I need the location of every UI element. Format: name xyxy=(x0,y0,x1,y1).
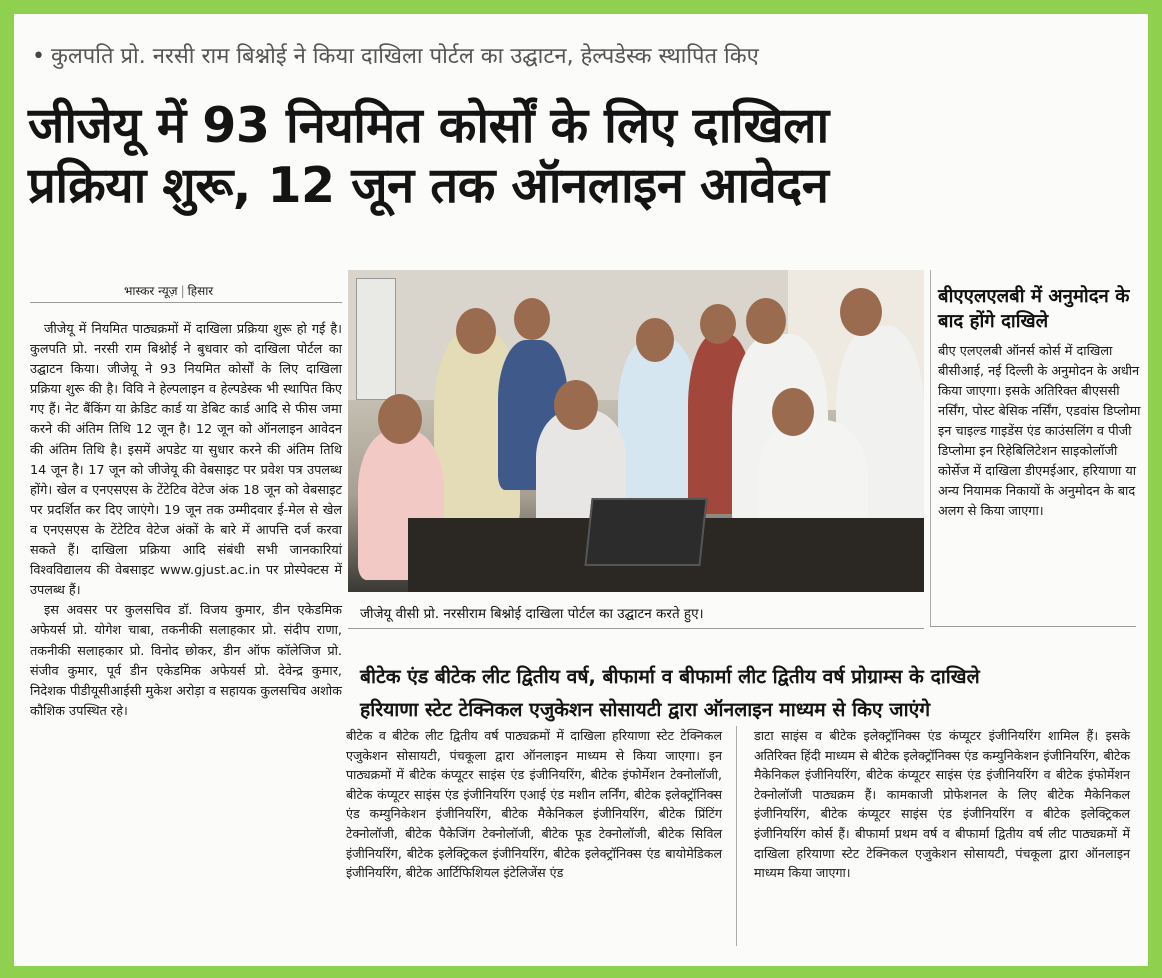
newspaper-page xyxy=(14,14,1148,966)
photo-head xyxy=(700,304,736,344)
byline-divider xyxy=(30,302,342,303)
sidebar-body xyxy=(938,342,1148,522)
photo-head xyxy=(636,318,674,362)
story2-headline xyxy=(360,660,1150,726)
story2-headline-line-1: बीटेक एंड बीटेक लीट द्वितीय वर्ष, बीफार्मा व बीफार्मा लीट द्वितीय वर्ष प्रोग्राम्स के दाखिले xyxy=(360,665,980,688)
photo-head xyxy=(554,380,598,430)
main-story-paragraph-2: इस अवसर पर कुलसचिव डॉ. विजय कुमार, डीन एकेडमिक अफेयर्स प्रो. योगेश चाबा, तकनीकी सलाहकार प्रो. संदीप राणा, तकनीकी सलाहकार प्रो. विनोद छोकर, डीन ऑफ कॉलेजिज प्रो. संजीव कुमार, पूर्व डीन एकेडमिक अफेयर्स प्रो. देवेन्द्र कुमार, निदेशक पीडीयूसीआईसी मुकेश अरोड़ा व सहायक कुलसचिव अशोक कौशिक उपस्थित रहे। xyxy=(30,603,342,719)
headline-line-1: जीजेयू में 93 नियमित कोर्सों के लिए दाखिला xyxy=(28,97,829,154)
story2-column-1 xyxy=(346,726,722,883)
sidebar-divider xyxy=(930,270,931,626)
photo-head xyxy=(840,288,882,336)
photo-head xyxy=(772,388,814,436)
photo-caption: जीजेयू वीसी प्रो. नरसीराम बिश्नोई दाखिला पोर्टल का उद्घाटन करते हुए। xyxy=(360,606,704,622)
photo-head xyxy=(456,308,496,354)
story2-paragraph-1: बीटेक व बीटेक लीट द्वितीय वर्ष पाठ्यक्रमों में दाखिला हरियाणा स्टेट टेक्निकल एजुकेशन सोसायटी, पंचकूला द्वारा ऑनलाइन माध्यम से किया जाएगा। इन पाठ्यक्रमों में बीटेक कंप्यूटर साइंस एंड इंजीनियरिंग, बीटेक इंफोर्मेशन टेक्नोलॉजी, बीटेक कंप्यूटर साइंस एंड इंजीनियरिंग एआई एंड मशीन लर्निंग, बीटेक इलेक्ट्रॉनिक्स एंड कम्युनिकेशन इंजीनियरिंग, बीटेक मैकेनिकल इंजीनियरिंग, बीटेक प्रिंटिंग टेक्नोलॉजी, बीटेक पैकेजिंग टेक्नोलॉजी, बीटेक फूड टेक्नोलॉजी, बीटेक सिविल इंजीनियरिंग, बीटेक इलेक्ट्रिकल इंजीनियरिंग, बीटेक इलेक्ट्रॉनिक्स एंड बायोमेडिकल इंजीनियरिंग, बीटेक आर्टिफिशियल इंटेलिजेंस एंड xyxy=(346,728,722,881)
story2-headline-line-2: हरियाणा स्टेट टेक्निकल एजुकेशन सोसायटी द्वारा ऑनलाइन माध्यम से किए जाएंगे xyxy=(360,698,931,721)
sidebar-paragraph: बीए एलएलबी ऑनर्स कोर्स में दाखिला बीसीआई, नई दिल्ली के अनुमोदन के अधीन किया जाएगा। इसके अतिरिक्त बीएससी नर्सिंग, पोस्ट बेसिक नर्सिंग, एडवांस डिप्लोमा इन चाइल्ड गाइडेंस एंड काउंसलिंग व पीजी डिप्लोमा इन रिहेबिलिटेशन साइकोलॉजी कोर्सेज में दाखिला डीएमईआर, हरियाणा या अन्य नियामक निकायों के अनुमोदन के बाद अलग से किया जाएगा। xyxy=(938,344,1141,519)
byline-separator: | xyxy=(180,284,185,298)
news-photo xyxy=(348,270,924,592)
main-story-paragraph-1: जीजेयू में नियमित पाठ्यक्रमों में दाखिला प्रक्रिया शुरू हो गई है। कुलपति प्रो. नरसी राम बिश्नोई ने बुधवार को दाखिला पोर्टल का उद्घाटन किया। जीजेयू ने 93 नियमित कोर्सों के लिए दाखिला प्रक्रिया शुरू की है। विवि ने हेल्पलाइन व हेल्पडेस्क भी स्थापित किए गए हैं। नेट बैंकिंग या क्रेडिट कार्ड या डेबिट कार्ड आदि से फीस जमा करने की अंतिम तिथि 12 जून है। 12 जून को ऑनलाइन आवेदन की अंतिम तिथि है। इसमें अपडेट या सुधार करने की अंतिम तिथि 14 जून है। 17 जून को जीजेयू की वेबसाइट पर प्रवेश पत्र उपलब्ध होंगे। खेल व एनएसएस के टेंटेटिव वेटेज अंक 18 जून को वेबसाइट पर प्रदर्शित कर दिए जाएंगे। 19 जून तक उम्मीदवार ई-मेल से खेल व एनएसएस के टेंटेटिव वेटेज अंकों के बारे में आपत्ति दर्ज करवा सकते हैं। दाखिला प्रक्रिया आदि संबंधी सभी जानकारियां विश्वविद्यालय की वेबसाइट www.gjust.ac.in पर प्रोस्पेक्टस में उपलब्ध हैं। xyxy=(30,322,342,599)
kicker-text: कुलपति प्रो. नरसी राम बिश्नोई ने किया दाखिला पोर्टल का उद्घाटन, हेल्पडेस्क स्थापित किए xyxy=(50,44,759,69)
laptop-icon xyxy=(584,498,707,566)
kicker-line xyxy=(32,40,1132,70)
headline-line-2: प्रक्रिया शुरू, 12 जून तक ऑनलाइन आवेदन xyxy=(28,157,829,214)
photo-whiteboard xyxy=(356,278,396,400)
photo-head xyxy=(378,394,422,444)
byline-agency: भास्कर न्यूज़ xyxy=(124,284,178,298)
sidebar-bottom-divider xyxy=(930,626,1136,627)
byline xyxy=(124,282,213,299)
photo-head xyxy=(746,298,786,344)
main-story-column xyxy=(30,320,342,722)
sidebar-title: बीएएलएलबी में अनुमोदन के बाद होंगे दाखिले xyxy=(938,286,1130,332)
story2-column-divider xyxy=(736,726,737,946)
main-headline xyxy=(28,96,1138,216)
photo-person xyxy=(618,338,698,508)
photo-head xyxy=(514,298,550,340)
sidebar-box xyxy=(938,284,1148,522)
byline-city: हिसार xyxy=(187,284,214,298)
story2-column-2 xyxy=(754,726,1130,883)
story2-paragraph-2: डाटा साइंस व बीटेक इलेक्ट्रॉनिक्स एंड कंप्यूटर इंजीनियरिंग शामिल हैं। इसके अतिरिक्त हिंदी माध्यम से बीटेक इलेक्ट्रॉनिक्स एंड कम्युनिकेशन इंजीनियरिंग, बीटेक मैकेनिकल इंजीनियरिंग, बीटेक कंप्यूटर साइंस एंड इंजीनियरिंग व बीटेक इंफोर्मेशन टेक्नोलॉजी पाठ्यक्रम हैं। कामकाजी प्रोफेशनल के लिए बीटेक मैकेनिकल इंजीनियरिंग, बीटेक कंप्यूटर साइंस एंड इंजीनियरिंग व बीटेक इलेक्ट्रिकल इंजीनियरिंग कोर्स हैं। बीफार्मा प्रथम वर्ष व बीफार्मा द्वितीय वर्ष लीट पाठ्यक्रमों में दाखिला हरियाणा स्टेट टेक्निकल एजुकेशन सोसायटी, पंचकूला द्वारा ऑनलाइन माध्यम किया जाएगा। xyxy=(754,728,1130,881)
caption-divider xyxy=(348,628,924,629)
bullet-icon: • xyxy=(32,44,45,69)
